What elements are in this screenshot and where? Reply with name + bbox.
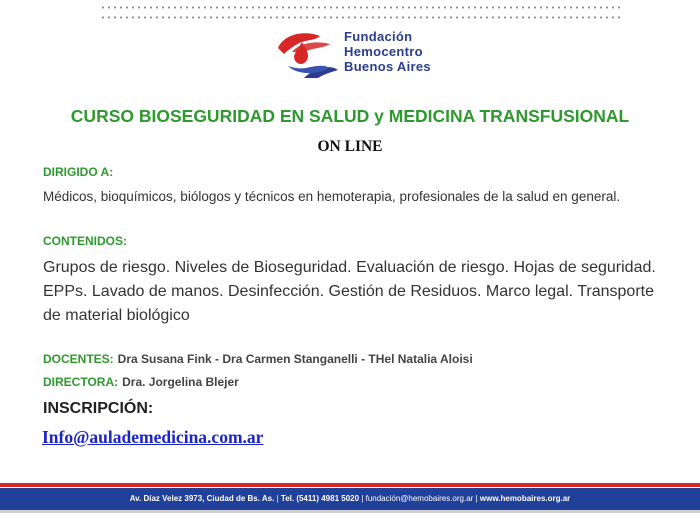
logo-line-2: Hemocentro bbox=[344, 44, 423, 59]
directora-label: DIRECTORA: bbox=[43, 375, 119, 389]
logo-text bbox=[344, 29, 431, 74]
top-dotted-line-2 bbox=[100, 16, 620, 19]
footer-contact bbox=[0, 494, 700, 503]
logo-line-1: Fundación bbox=[344, 29, 413, 44]
course-modality: ON LINE bbox=[317, 138, 383, 155]
top-dotted-line bbox=[100, 6, 620, 9]
footer-phone: Tel. (5411) 4981 5020 bbox=[280, 494, 360, 503]
inscripcion-label: INSCRIPCIÓN: bbox=[43, 400, 154, 417]
docentes-value: Dra Susana Fink - Dra Carmen Stanganelli - THel Natalia Aloisi bbox=[117, 352, 473, 366]
hands-drop-logo-icon bbox=[274, 28, 340, 80]
course-title: CURSO BIOSEGURIDAD EN SALUD y MEDICINA TRANSFUSIONAL bbox=[70, 106, 630, 126]
foundation-logo bbox=[274, 28, 464, 80]
footer-sep-2: | bbox=[361, 494, 364, 503]
footer-red-stripe bbox=[0, 483, 700, 487]
footer-sep-1: | bbox=[276, 494, 279, 503]
contenidos-label: CONTENIDOS: bbox=[43, 234, 127, 248]
footer-sep-3: | bbox=[475, 494, 478, 503]
docentes-row bbox=[43, 352, 473, 366]
dirigido-label: DIRIGIDO A: bbox=[43, 165, 114, 179]
footer-address: Av. Díaz Velez 3973, Ciudad de Bs. As. bbox=[129, 494, 275, 503]
directora-row bbox=[43, 375, 239, 389]
footer-web[interactable]: www.hemobaires.org.ar bbox=[479, 494, 571, 503]
inscripcion-email-link[interactable]: Info@aulademedicina.com.ar bbox=[42, 427, 264, 447]
dirigido-text: Médicos, bioquímicos, biólogos y técnicos en hemoterapia, profesionales de la salud en general. bbox=[43, 189, 621, 204]
directora-value: Dra. Jorgelina Blejer bbox=[122, 375, 239, 389]
contenidos-text: Grupos de riesgo. Niveles de Bioseguridad. Evaluación de riesgo. Hojas de seguridad. EPPs. Lavado de manos. Desinfección. Gestión de Residuos. Marco legal. Transporte de material biológico bbox=[43, 259, 656, 324]
docentes-label: DOCENTES: bbox=[43, 352, 114, 366]
logo-line-3: Buenos Aires bbox=[344, 59, 431, 74]
footer-email[interactable]: fundación@hemobaires.org.ar bbox=[365, 494, 474, 503]
footer-gray-stripe bbox=[0, 510, 700, 513]
